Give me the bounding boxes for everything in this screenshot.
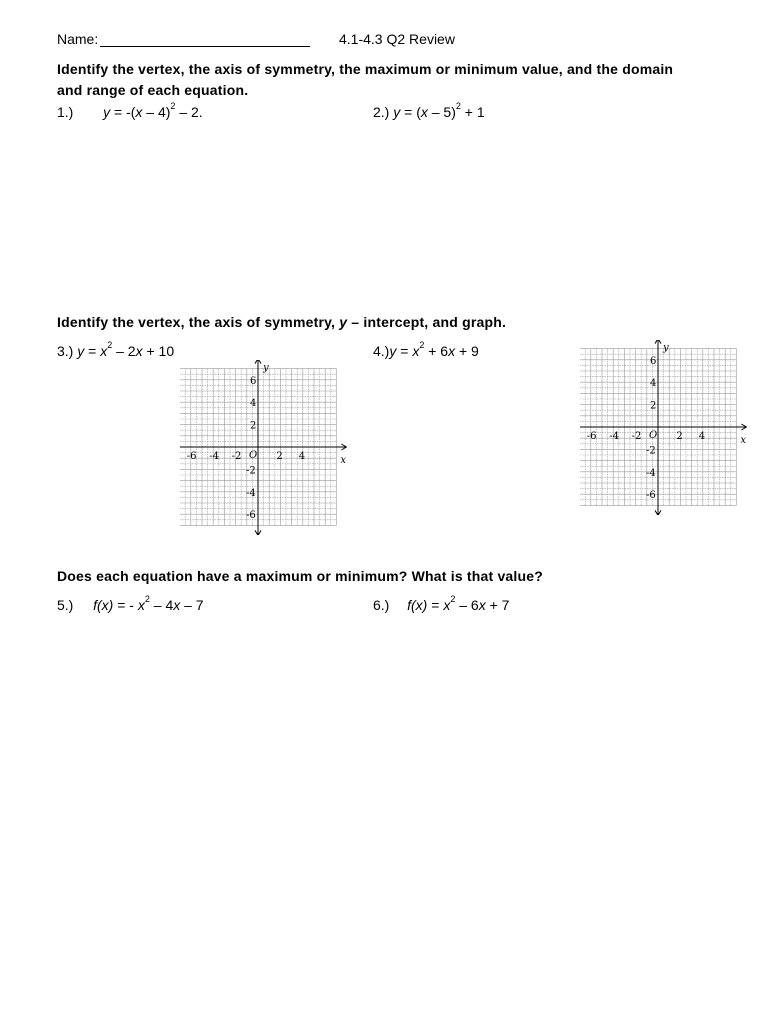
section3-instruction: Does each equation have a maximum or minimum? What is that value? xyxy=(57,568,543,584)
name-blank-line[interactable] xyxy=(100,33,310,47)
y-tick-label: 4 xyxy=(650,378,657,390)
y-tick-label: -2 xyxy=(246,465,256,477)
problem-4 xyxy=(373,340,479,359)
problem-6-equation: $f(x) = x^2 - 6x + 7$ xyxy=(407,594,510,613)
name-label: Name: xyxy=(57,31,99,47)
y-axis-label: y xyxy=(663,342,669,354)
problem-2-number: 2.) xyxy=(373,104,390,120)
problem-1 xyxy=(57,101,203,120)
section2-instruction: Identify the vertex, the axis of symmetry, y – intercept, and graph. xyxy=(57,314,507,330)
x-tick-label: -6 xyxy=(586,431,597,442)
problem-5-number: 5.) xyxy=(57,597,74,613)
y-tick-label: -2 xyxy=(646,445,656,457)
origin-label: O xyxy=(649,430,658,441)
y-tick-label: -6 xyxy=(646,490,656,502)
y-tick-label: -4 xyxy=(646,467,656,479)
coordinate-grid-problem-4[interactable] xyxy=(580,340,755,520)
x-axis-label: x xyxy=(340,455,347,466)
grid-svg xyxy=(180,360,355,535)
problem-6-number: 6.) xyxy=(373,597,390,613)
problem-5-equation: f(x) = - $x^2 - 4x - 7$ xyxy=(93,594,204,613)
problem-4-number: 4.) xyxy=(373,343,390,359)
problem-3-equation: $y = x^2 - 2x + 10$ xyxy=(77,340,175,359)
problem-2 xyxy=(373,101,485,120)
y-tick-label: -4 xyxy=(246,487,256,499)
y-tick-label: 6 xyxy=(650,355,657,367)
x-tick-label: 2 xyxy=(676,431,683,442)
y-tick-label: 6 xyxy=(250,375,257,387)
section1-instruction-line2: and range of each equation. xyxy=(57,82,249,98)
name-field[interactable] xyxy=(57,31,310,47)
x-tick-label: -4 xyxy=(609,431,619,442)
origin-label: O xyxy=(249,450,258,461)
section1-instruction-line1: Identify the vertex, the axis of symmetry, the maximum or minimum value, and the domain xyxy=(57,61,674,77)
x-tick-label: 4 xyxy=(698,431,706,442)
x-axis-label: x xyxy=(740,435,747,446)
x-tick-label: -6 xyxy=(186,451,197,462)
problem-3-number: 3.) xyxy=(57,343,74,359)
x-tick-label: 2 xyxy=(276,451,283,462)
problem-1-equation: y = -(x – 4)$^2$ – 2. xyxy=(103,101,203,120)
problem-3 xyxy=(57,340,175,359)
problem-2-equation: y = (x – 5)$^2$ + 1 xyxy=(393,101,485,120)
y-axis-label: y xyxy=(263,362,269,374)
y-tick-label: 4 xyxy=(250,398,257,410)
x-tick-label: -2 xyxy=(631,431,642,442)
coordinate-grid-problem-3[interactable] xyxy=(180,360,355,540)
x-tick-label: -4 xyxy=(209,451,219,462)
y-tick-label: 2 xyxy=(650,400,657,412)
page-title: 4.1-4.3 Q2 Review xyxy=(339,31,455,47)
problem-5 xyxy=(57,594,204,613)
y-tick-label: 2 xyxy=(250,420,257,432)
y-tick-label: -6 xyxy=(246,510,256,522)
x-tick-label: 4 xyxy=(298,451,306,462)
problem-1-number: 1.) xyxy=(57,104,74,120)
x-tick-label: -2 xyxy=(231,451,242,462)
grid-svg xyxy=(580,340,755,515)
problem-6 xyxy=(373,594,510,613)
problem-4-equation: $y = x^2 + 6x + 9$ xyxy=(389,340,479,359)
